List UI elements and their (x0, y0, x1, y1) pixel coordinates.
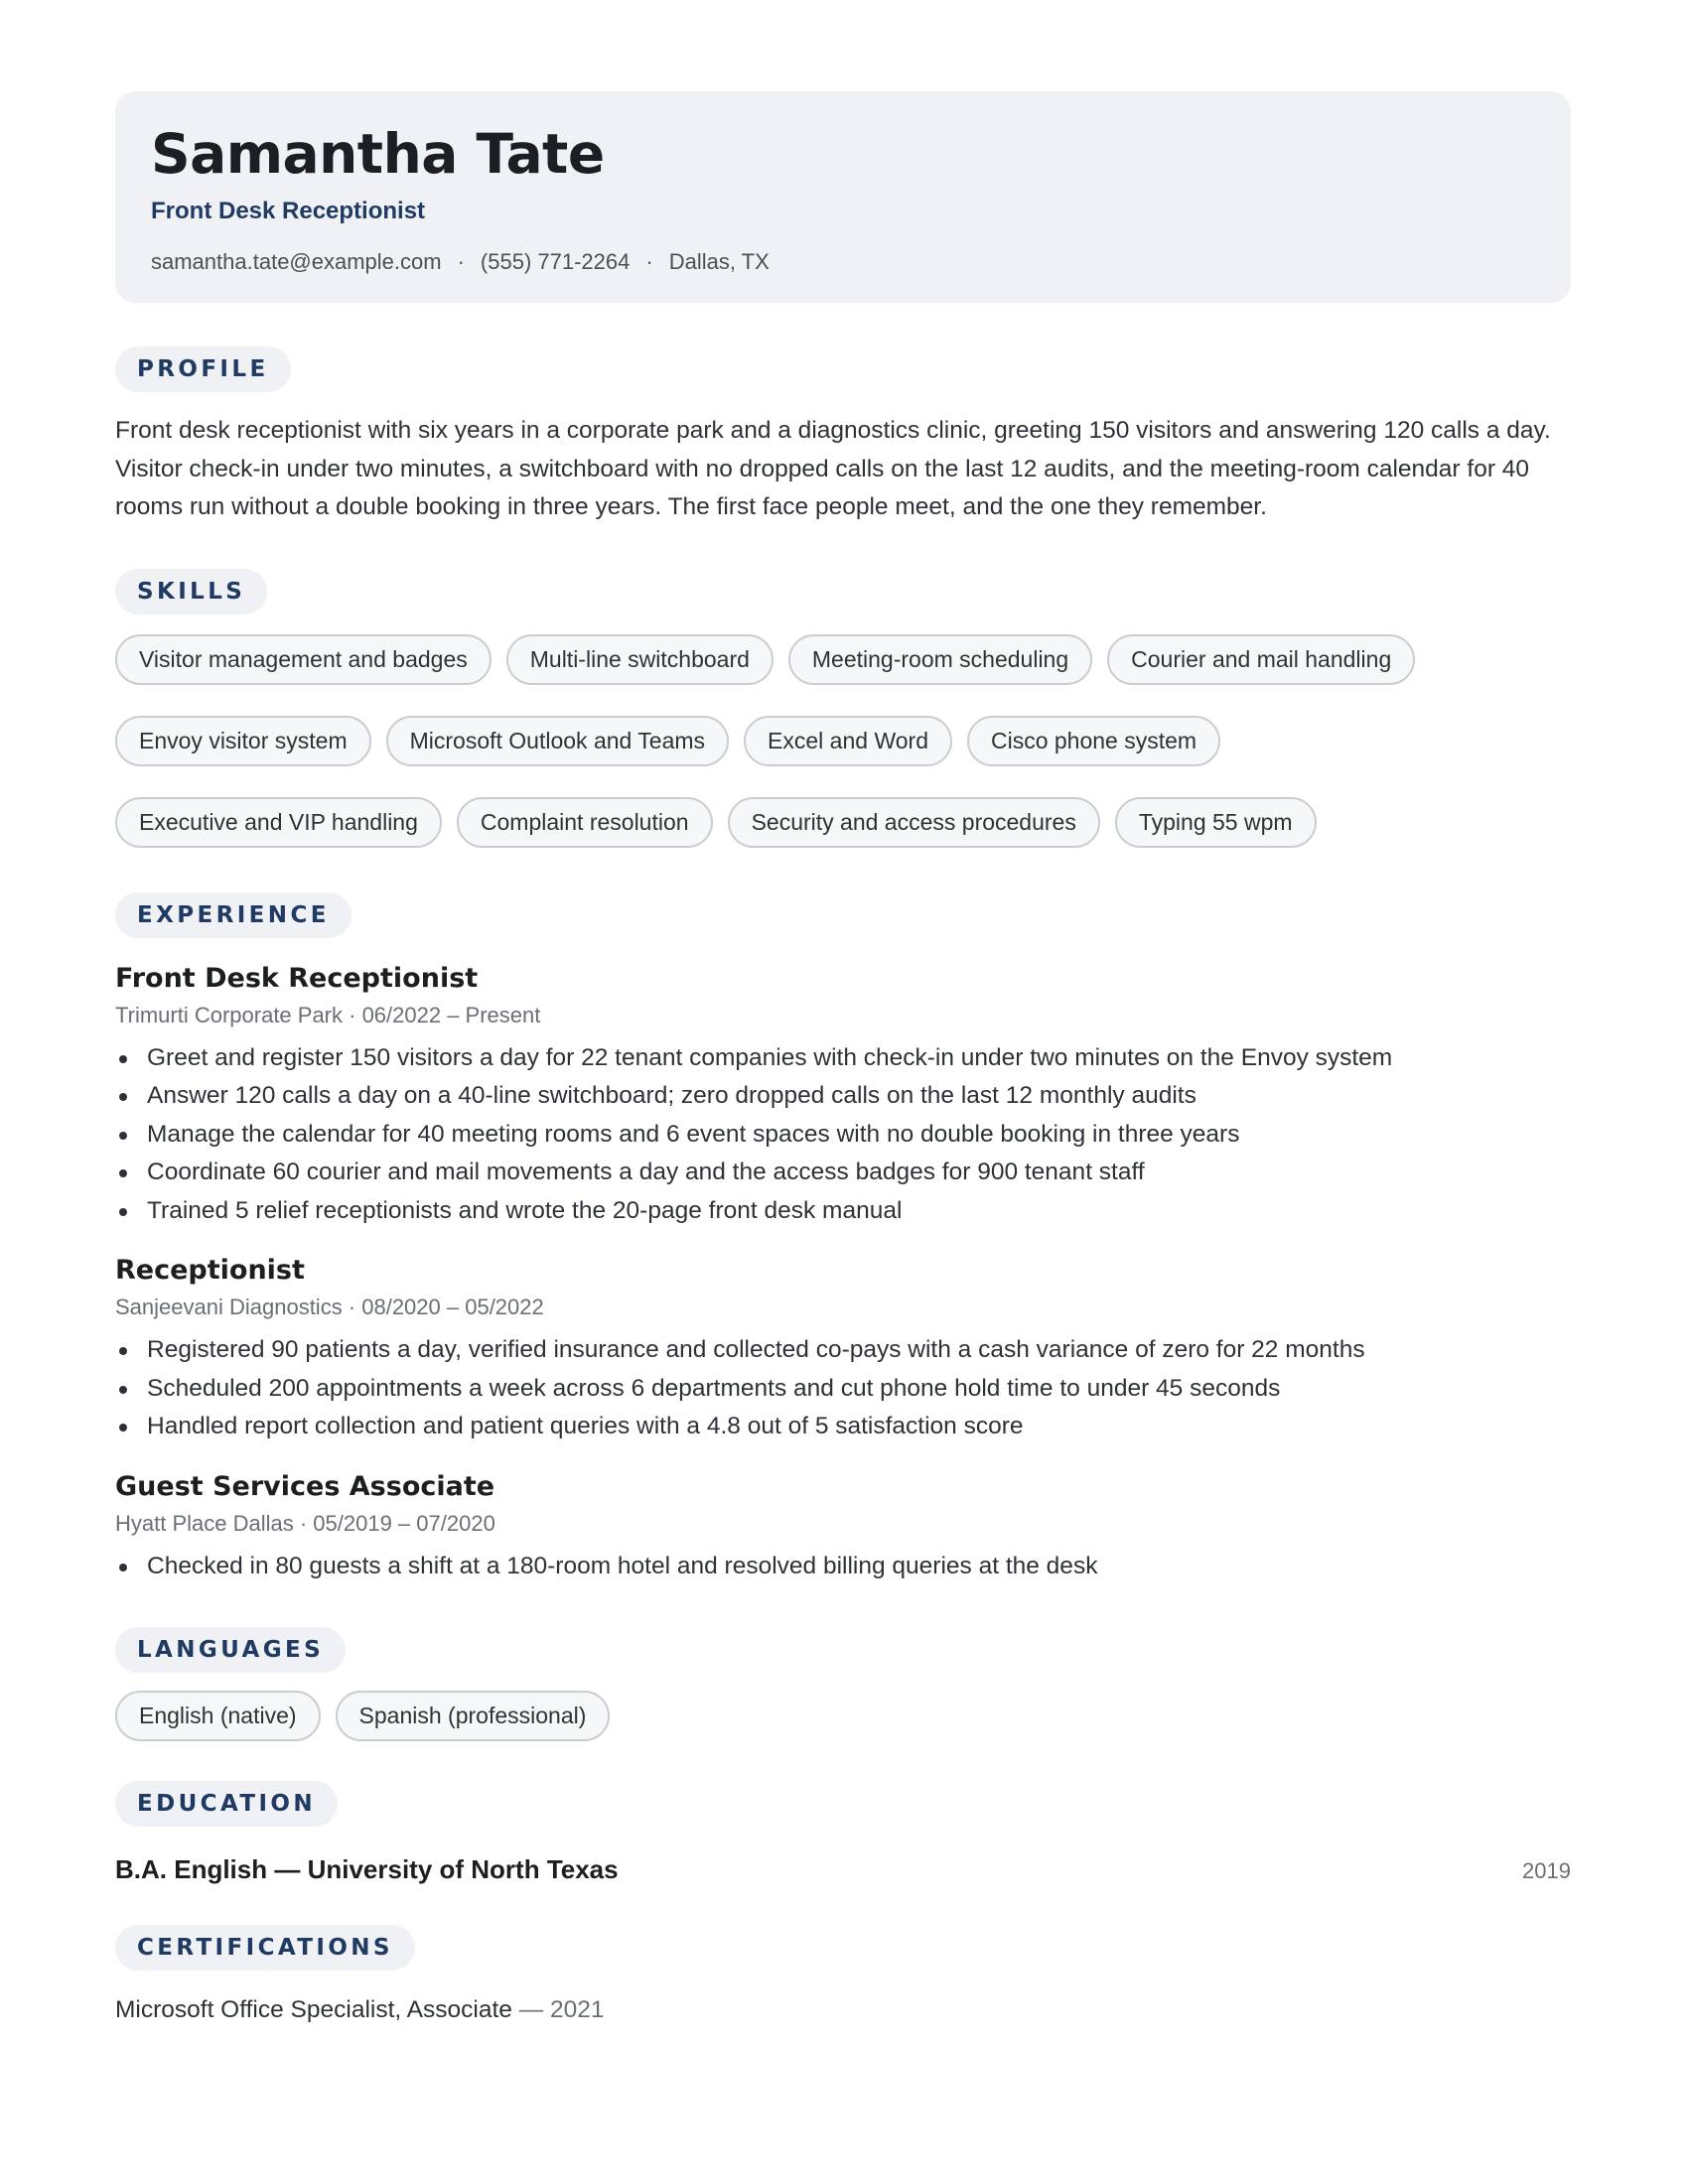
profile-summary: Front desk receptionist with six years in a corporate park and a diagnostics clinic, greeting 150 visitors and answering 120 calls a day. Visitor check-in under two minutes, a switchboard with no dropped calls on the last 12 audits, and the meeting-room calendar for 40 rooms run without a double booking in three years. The first face people meet, and the one they remember. (115, 417, 1551, 520)
resume-page (115, 91, 1571, 2024)
skill-chip: Visitor management and badges (115, 634, 492, 685)
language-chip: English (native) (115, 1691, 321, 1741)
contact-phone[interactable]: (555) 771-2264 (480, 249, 631, 274)
skill-chip: Complaint resolution (457, 797, 713, 848)
education-entry (115, 1854, 1571, 1885)
section-heading-experience: EXPERIENCE (115, 892, 352, 938)
certification-year: — 2021 (511, 1996, 605, 2023)
skill-chip: Microsoft Outlook and Teams (386, 716, 729, 766)
candidate-name: Samantha Tate (151, 122, 605, 186)
section-heading-languages: LANGUAGES (115, 1627, 346, 1673)
job-bullet: Answer 120 calls a day on a 40-line switchboard; zero dropped calls on the last 12 monthly audits (115, 1077, 1571, 1116)
job-bullets (115, 1039, 1571, 1231)
job-bullet: Handled report collection and patient queries with a 4.8 out of 5 satisfaction score (115, 1408, 1571, 1446)
job-entry (115, 962, 1571, 1231)
job-bullet: Registered 90 patients a day, verified insurance and collected co-pays with a cash variance of zero for 22 months (115, 1331, 1571, 1370)
job-title: Front Desk Receptionist (115, 962, 479, 994)
contact-separator: · (645, 249, 653, 274)
job-bullet: Scheduled 200 appointments a week across 6 departments and cut phone hold time to under 45 seconds (115, 1370, 1571, 1409)
skill-chip: Cisco phone system (967, 716, 1220, 766)
skill-chip: Excel and Word (744, 716, 952, 766)
contact-line (151, 248, 1535, 276)
skill-chip: Courier and mail handling (1107, 634, 1415, 685)
skill-chip: Typing 55 wpm (1115, 797, 1317, 848)
education-degree: B.A. English — University of North Texas (115, 1854, 619, 1884)
job-bullets (115, 1548, 1571, 1586)
job-bullet: Manage the calendar for 40 meeting rooms and 6 event spaces with no double booking in three years (115, 1116, 1571, 1155)
skill-chip: Executive and VIP handling (115, 797, 442, 848)
contact-location: Dallas, TX (668, 249, 770, 274)
certification-entry (115, 1996, 1571, 2024)
languages-list (115, 1691, 1571, 1741)
job-bullet: Trained 5 relief receptionists and wrote the 20-page front desk manual (115, 1192, 1571, 1231)
skill-chip: Multi-line switchboard (506, 634, 774, 685)
contact-separator: · (457, 249, 465, 274)
job-title: Receptionist (115, 1255, 305, 1286)
education-year: 2019 (1522, 1858, 1571, 1883)
section-heading-skills: SKILLS (115, 569, 267, 614)
job-meta: Trimurti Corporate Park · 06/2022 – Present (115, 1002, 541, 1027)
skills-list (115, 634, 1571, 879)
resume-header (115, 91, 1571, 303)
job-meta: Hyatt Place Dallas · 05/2019 – 07/2020 (115, 1510, 495, 1536)
job-bullet: Greet and register 150 visitors a day for 22 tenant companies with check-in under two minutes on the Envoy system (115, 1039, 1571, 1078)
job-title: Guest Services Associate (115, 1470, 495, 1502)
skill-chip: Security and access procedures (728, 797, 1100, 848)
language-chip: Spanish (professional) (336, 1691, 611, 1741)
section-heading-certifications: CERTIFICATIONS (115, 1925, 415, 1971)
job-entry (115, 1470, 1571, 1586)
job-meta: Sanjeevani Diagnostics · 08/2020 – 05/2022 (115, 1295, 544, 1319)
contact-email[interactable]: samantha.tate@example.com (151, 249, 442, 274)
job-bullet: Coordinate 60 courier and mail movements a day and the access badges for 900 tenant staff (115, 1154, 1571, 1192)
certification-name: Microsoft Office Specialist, Associate (115, 1996, 512, 2023)
skill-chip: Envoy visitor system (115, 716, 371, 766)
section-heading-profile: PROFILE (115, 346, 291, 392)
job-bullets (115, 1331, 1571, 1446)
section-heading-education: EDUCATION (115, 1781, 338, 1827)
job-bullet: Checked in 80 guests a shift at a 180-room hotel and resolved billing queries at the desk (115, 1548, 1571, 1586)
job-entry (115, 1254, 1571, 1446)
candidate-title: Front Desk Receptionist (151, 198, 426, 224)
skill-chip: Meeting-room scheduling (788, 634, 1092, 685)
